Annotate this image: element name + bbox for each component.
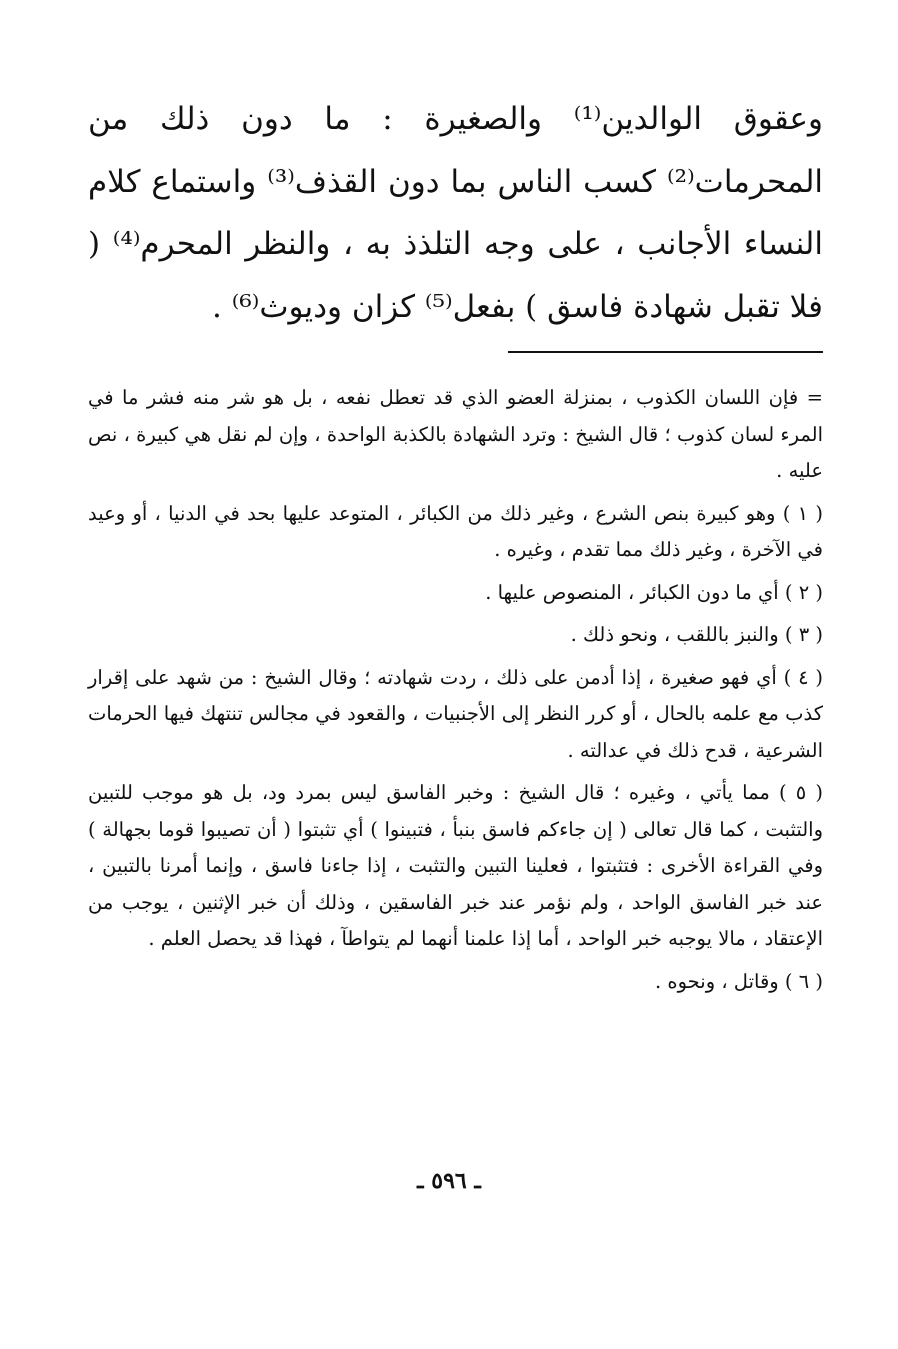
footnote-5: ( ٥ ) مما يأتي ، وغيره ؛ قال الشيخ : وخبر الفاسق ليس بمرد ود، بل هو موجب للتبين والتثبت ، كما قال تعالى ( إن جاءكم فاسق بنبأ ، فتبينوا ) أي تثبتوا ( أن تصيبوا قوما بجهالة ) وفي القراءة الأخرى : فتثبتوا ، فعلينا التبين والتثبت ، إذا جاءنا فاسق ، وإنما أمرنا بالتبين ، عند خبر الفاسق الواحد ، ولم نؤمر عند خبر الفاسقين ، وذلك أن خبر الإثنين ، يوجب من الإعتقاد ، مالا يوجبه خبر الواحد ، أما إذا علمنا أنهما لم يتواطآ ، فهذا قد يحصل العلم . xyxy=(88,781,824,950)
footnote-1: ( ١ ) وهو كبيرة بنص الشرع ، وغير ذلك من الكبائر ، المتوعد عليها بحد في الدنيا ، أو وعيد في الآخرة ، وغير ذلك مما تقدم ، وغيره . xyxy=(88,501,824,561)
page-number: ـ ٥٩٦ ـ xyxy=(417,1168,481,1194)
footnote-continuation: = فإن اللسان الكذوب ، بمنزلة العضو الذي قد تعطل نفعه ، بل هو شر منه فشر ما في المرء لسان كذوب ؛ قال الشيخ : وترد الشهادة بالكذبة الواحدة ، وإن لم نقل هي كبيرة ، نص عليه . xyxy=(88,386,823,482)
main-paragraph: وعقوق الوالدين⁽¹⁾ والصغيرة : ما دون ذلك من المحرمات⁽²⁾ كسب الناس بما دون القذف⁽³⁾ واستماع كلام النساء الأجانب ، على وجه التلذذ به ، والنظر المحرم⁽⁴⁾ ( فلا تقبل شهادة فاسق ) بفعل⁽⁵⁾ كزان وديوث⁽⁶⁾ . xyxy=(88,101,824,325)
footnote-3: ( ٣ ) والنبز باللقب ، ونحو ذلك . xyxy=(570,623,823,646)
footnote-6: ( ٦ ) وقاتل ، ونحوه . xyxy=(655,969,823,993)
footnote-4: ( ٤ ) أي فهو صغيرة ، إذا أدمن على ذلك ، ردت شهادته ؛ وقال الشيخ : من شهد على إقرار كذب مع علمه بالحال ، أو كرر النظر إلى الأجنبيات ، والقعود في مجالس تنتهك فيها الحرمات الشرعية ، قدح ذلك في عدالته . xyxy=(88,665,824,762)
main-text-block xyxy=(88,88,823,338)
footnote-separator xyxy=(508,351,823,353)
footnotes-block xyxy=(88,380,823,1006)
footnote-2: ( ٢ ) أي ما دون الكبائر ، المنصوص عليها . xyxy=(485,580,823,604)
